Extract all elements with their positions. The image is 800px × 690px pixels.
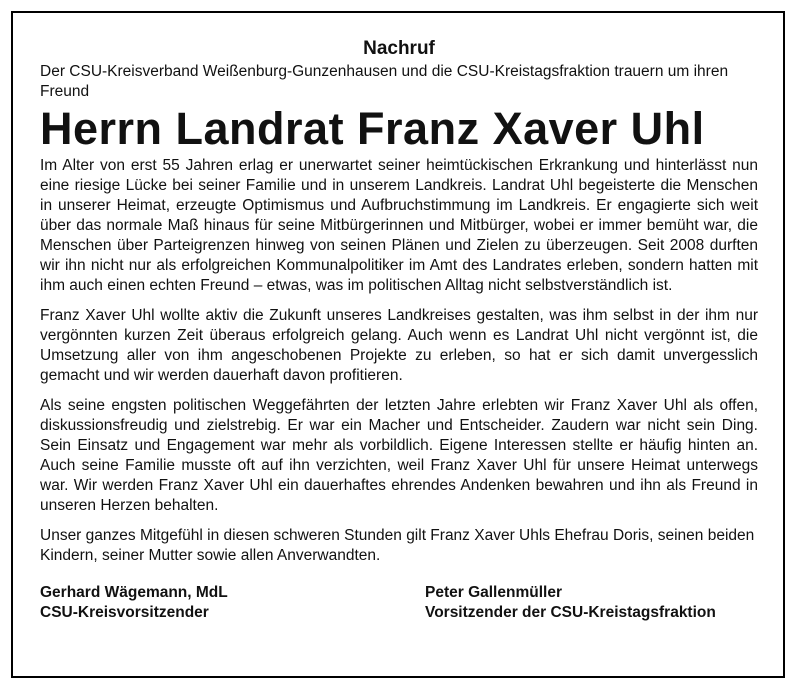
- paragraph-4: Unser ganzes Mitgefühl in diesen schweren Stunden gilt Franz Xaver Uhls Ehefrau Doris, seinen beiden Kindern, seiner Mutter sowie allen Anverwandten.: [40, 527, 755, 564]
- paragraph-3: Als seine engsten politischen Weggefährten der letzten Jahre erlebten wir Franz Xaver Uhl als offen, diskussionsfreudig und zielstrebig. Er war ein Macher und Entscheider. Zaudern war nicht sein Ding. Sein Einsatz und Engagement war mehr als vorbildlich. Eigene Interessen stellte er häufig hinten an. Auch seine Familie musste oft auf ihn verzichten, weil Franz Xaver Uhl für unsere Heimat unterwegs war. Wir werden Franz Xaver Uhl ein dauerhaftes ehrendes Andenken bewahren und ihn als Freund in unseren Herzen behalten.: [40, 397, 758, 514]
- obituary-content: [40, 37, 758, 623]
- signer-title: CSU-Kreisvorsitzender: [40, 604, 209, 621]
- paragraph-2: Franz Xaver Uhl wollte aktiv die Zukunft unseres Landkreises gestalten, was ihm selbst in der ihm nur vergönnten kurzen Zeit überaus erfolgreich gelang. Auch wenn es Landrat Uhl nicht vergönnt ist, die Umsetzung aller von ihm angeschobenen Projekte zu erleben, so hat er sich damit unvergesslich gemacht und wir werden dauerhaft davon profitieren.: [40, 307, 758, 384]
- signature-left: [40, 583, 425, 623]
- signer-name: Peter Gallenmüller: [425, 584, 562, 601]
- obituary-heading: Nachruf: [363, 38, 435, 59]
- signer-title: Vorsitzender der CSU-Kreistagsfraktion: [425, 604, 716, 621]
- paragraph-1: Im Alter von erst 55 Jahren erlag er unerwartet seiner heimtückischen Erkrankung und hinterlässt nun eine riesige Lücke bei seiner Familie und in unserem Landkreis. Landrat Uhl begeisterte die Menschen in unserer Heimat, erzeugte Optimismus und Aufbruchstimmung im Landkreis. Er engagierte sich weit über das normale Maß hinaus für seine Mitbürgerinnen und Mitbürger, wobei er immer bemüht war, die Menschen über Parteigrenzen hinweg von seinen Plänen und Zielen zu überzeugen. Seit 2008 durften wir ihn nicht nur als erfolgreichen Kommunalpolitiker im Amt des Landrates erleben, sondern hatten mit ihm auch einen echten Freund – etwas, was im politischen Alltag nicht selbstverständlich ist.: [40, 157, 758, 294]
- signature-right: [425, 583, 758, 623]
- signer-name: Gerhard Wägemann, MdL: [40, 584, 228, 601]
- intro-text: Der CSU-Kreisverband Weißenburg-Gunzenhausen und die CSU-Kreistagsfraktion trauern um ihren Freund: [40, 63, 729, 100]
- signature-block: [40, 583, 758, 623]
- obituary-border: [11, 11, 785, 678]
- deceased-name: Herrn Landrat Franz Xaver Uhl: [40, 103, 705, 154]
